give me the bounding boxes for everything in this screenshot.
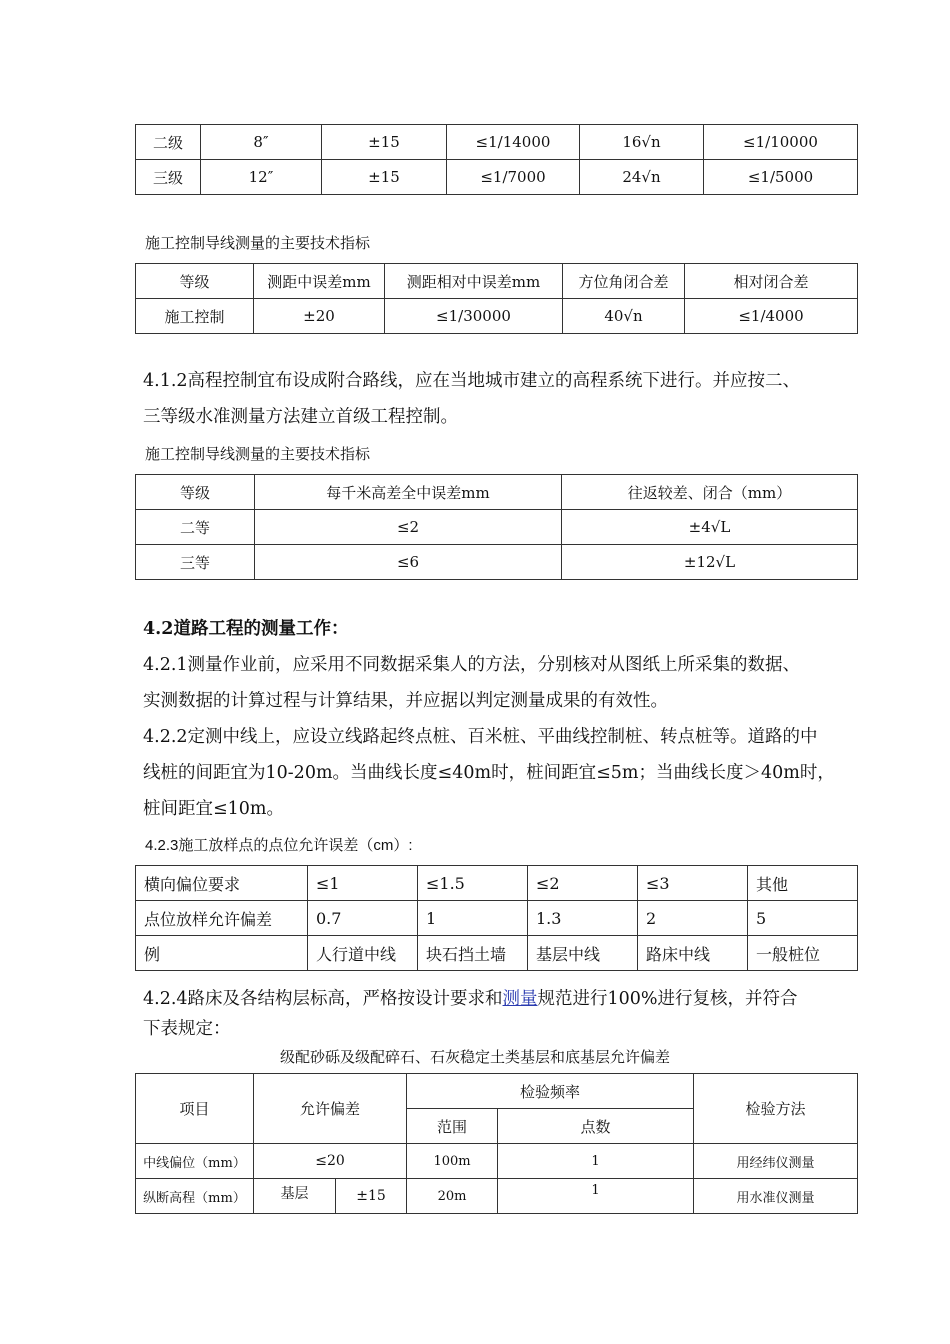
stakeout-tolerance-table [135,865,858,971]
table-cell: 16√n [580,125,704,160]
table-cell: 12″ [201,160,322,195]
table-cell: ≤1 [308,866,418,901]
table-cell: ≤1/4000 [685,299,858,334]
table-cell: 基层中线 [528,936,638,971]
table-cell: ≤2 [528,866,638,901]
paragraph-line: 下表规定： [143,1019,231,1039]
table-cell: ≤3 [638,866,748,901]
table-cell: 0.7 [308,901,418,936]
table-cell: ±4√L [562,510,858,545]
paragraph-4-1-2 [143,363,858,435]
table-cell: 1 [498,1179,694,1214]
table-cell: ≤1/10000 [704,125,858,160]
table-cell: 1 [498,1144,694,1179]
leveling-table [135,474,858,580]
table-cell: ≤1/7000 [447,160,580,195]
paragraph-line: 桩间距宜≤10m。 [143,799,285,819]
table-cell: 点位放样允许偏差 [136,901,308,936]
column-header: 项目 [136,1074,254,1144]
table-caption: 级配砂砾及级配碎石、石灰稳定土类基层和底基层允许偏差 [279,1048,670,1066]
table-caption: 施工控制导线测量的主要技术指标 [145,445,371,463]
table-row [136,1179,858,1214]
table-row [136,936,858,971]
column-header: 等级 [136,475,255,510]
table-cell: ≤6 [255,545,562,580]
table-cell: ±15 [322,160,447,195]
table-cell: ±15 [322,125,447,160]
table-cell: 24√n [580,160,704,195]
table-cell: 2 [638,901,748,936]
table-row [136,510,858,545]
table-header-row [136,264,858,299]
table-cell: ≤1/14000 [447,125,580,160]
section-4-2 [143,611,858,827]
paragraph-line: 三等级水准测量方法建立首级工程控制。 [143,407,458,427]
column-header: 每千米高差全中误差mm [255,475,562,510]
table-cell: 1.3 [528,901,638,936]
table-cell: 施工控制 [136,299,254,334]
table-row [136,866,858,901]
table-cell: 例 [136,936,308,971]
table-cell: 40√n [563,299,685,334]
table-cell: 横向偏位要求 [136,866,308,901]
column-header: 往返较差、闭合（mm） [562,475,858,510]
table-cell: 一般桩位 [748,936,858,971]
table-cell: 三等 [136,545,255,580]
table-cell: 三级 [136,160,201,195]
table-cell: 基层 [254,1179,336,1214]
table-cell: 用水准仪测量 [694,1179,858,1214]
paragraph-text: 规范进行100%进行复核，并符合 [537,989,798,1009]
column-header: 检验频率 [407,1074,694,1109]
column-header: 方位角闭合差 [563,264,685,299]
table-header-row [136,475,858,510]
table-cell: ±12√L [562,545,858,580]
column-header: 测距相对中误差mm [385,264,563,299]
table-row [136,160,858,195]
paragraph-4-2-4 [143,984,863,1044]
table-cell: ≤20 [254,1144,407,1179]
table-header-row [136,1074,858,1109]
table-cell: ≤1.5 [418,866,528,901]
column-header: 检验方法 [694,1074,858,1144]
table-cell: ±20 [254,299,385,334]
table-cell: 其他 [748,866,858,901]
column-header: 允许偏差 [254,1074,407,1144]
paragraph-line: 4.2.2定测中线上，应设立线路起终点桩、百米桩、平曲线控制桩、转点桩等。道路的中 [143,727,818,747]
construction-control-table [135,263,858,334]
table-cell: 路床中线 [638,936,748,971]
table-cell: 二级 [136,125,201,160]
table-cell: 20m [407,1179,498,1214]
table-cell: ≤1/5000 [704,160,858,195]
table-cell: 用经纬仪测量 [694,1144,858,1179]
table-cell: ≤1/30000 [385,299,563,334]
paragraph-line: 实测数据的计算过程与计算结果，并应据以判定测量成果的有效性。 [143,691,668,711]
table-cell: ≤2 [255,510,562,545]
table-caption: 施工控制导线测量的主要技术指标 [145,234,371,252]
paragraph-text: 4.2.4路床及各结构层标高，严格按设计要求和 [143,989,503,1009]
table-cell: 1 [418,901,528,936]
table-row [136,545,858,580]
paragraph-line: 线桩的间距宜为10-20m。当曲线长度≤40m时，桩间距宜≤5m；当曲线长度＞40m时， [143,763,835,783]
table-cell: 二等 [136,510,255,545]
table-cell: 人行道中线 [308,936,418,971]
table-caption: 4.2.3施工放样点的点位允许误差（cm）: [145,837,413,854]
table-cell: ±15 [336,1179,407,1214]
paragraph-line [143,984,863,1014]
grade-table [135,124,858,195]
survey-link[interactable]: 测量 [502,989,538,1009]
table-cell: 5 [748,901,858,936]
column-header: 测距中误差mm [254,264,385,299]
column-header: 范围 [407,1109,498,1144]
paragraph-line: 4.1.2高程控制宜布设成附合路线，应在当地城市建立的高程系统下进行。并应按二、 [143,371,801,391]
table-cell: 中线偏位（mm） [136,1144,254,1179]
base-course-tolerance-table [135,1073,858,1214]
table-row [136,1144,858,1179]
table-cell: 8″ [201,125,322,160]
table-row [136,901,858,936]
table-cell: 100m [407,1144,498,1179]
column-header: 点数 [498,1109,694,1144]
table-row [136,299,858,334]
paragraph-line: 4.2.1测量作业前，应采用不同数据采集人的方法，分别核对从图纸上所采集的数据、 [143,655,801,675]
table-row [136,125,858,160]
table-cell: 纵断高程（mm） [136,1179,254,1214]
table-cell: 块石挡土墙 [418,936,528,971]
column-header: 等级 [136,264,254,299]
section-heading: 4.2道路工程的测量工作： [143,619,349,639]
column-header: 相对闭合差 [685,264,858,299]
